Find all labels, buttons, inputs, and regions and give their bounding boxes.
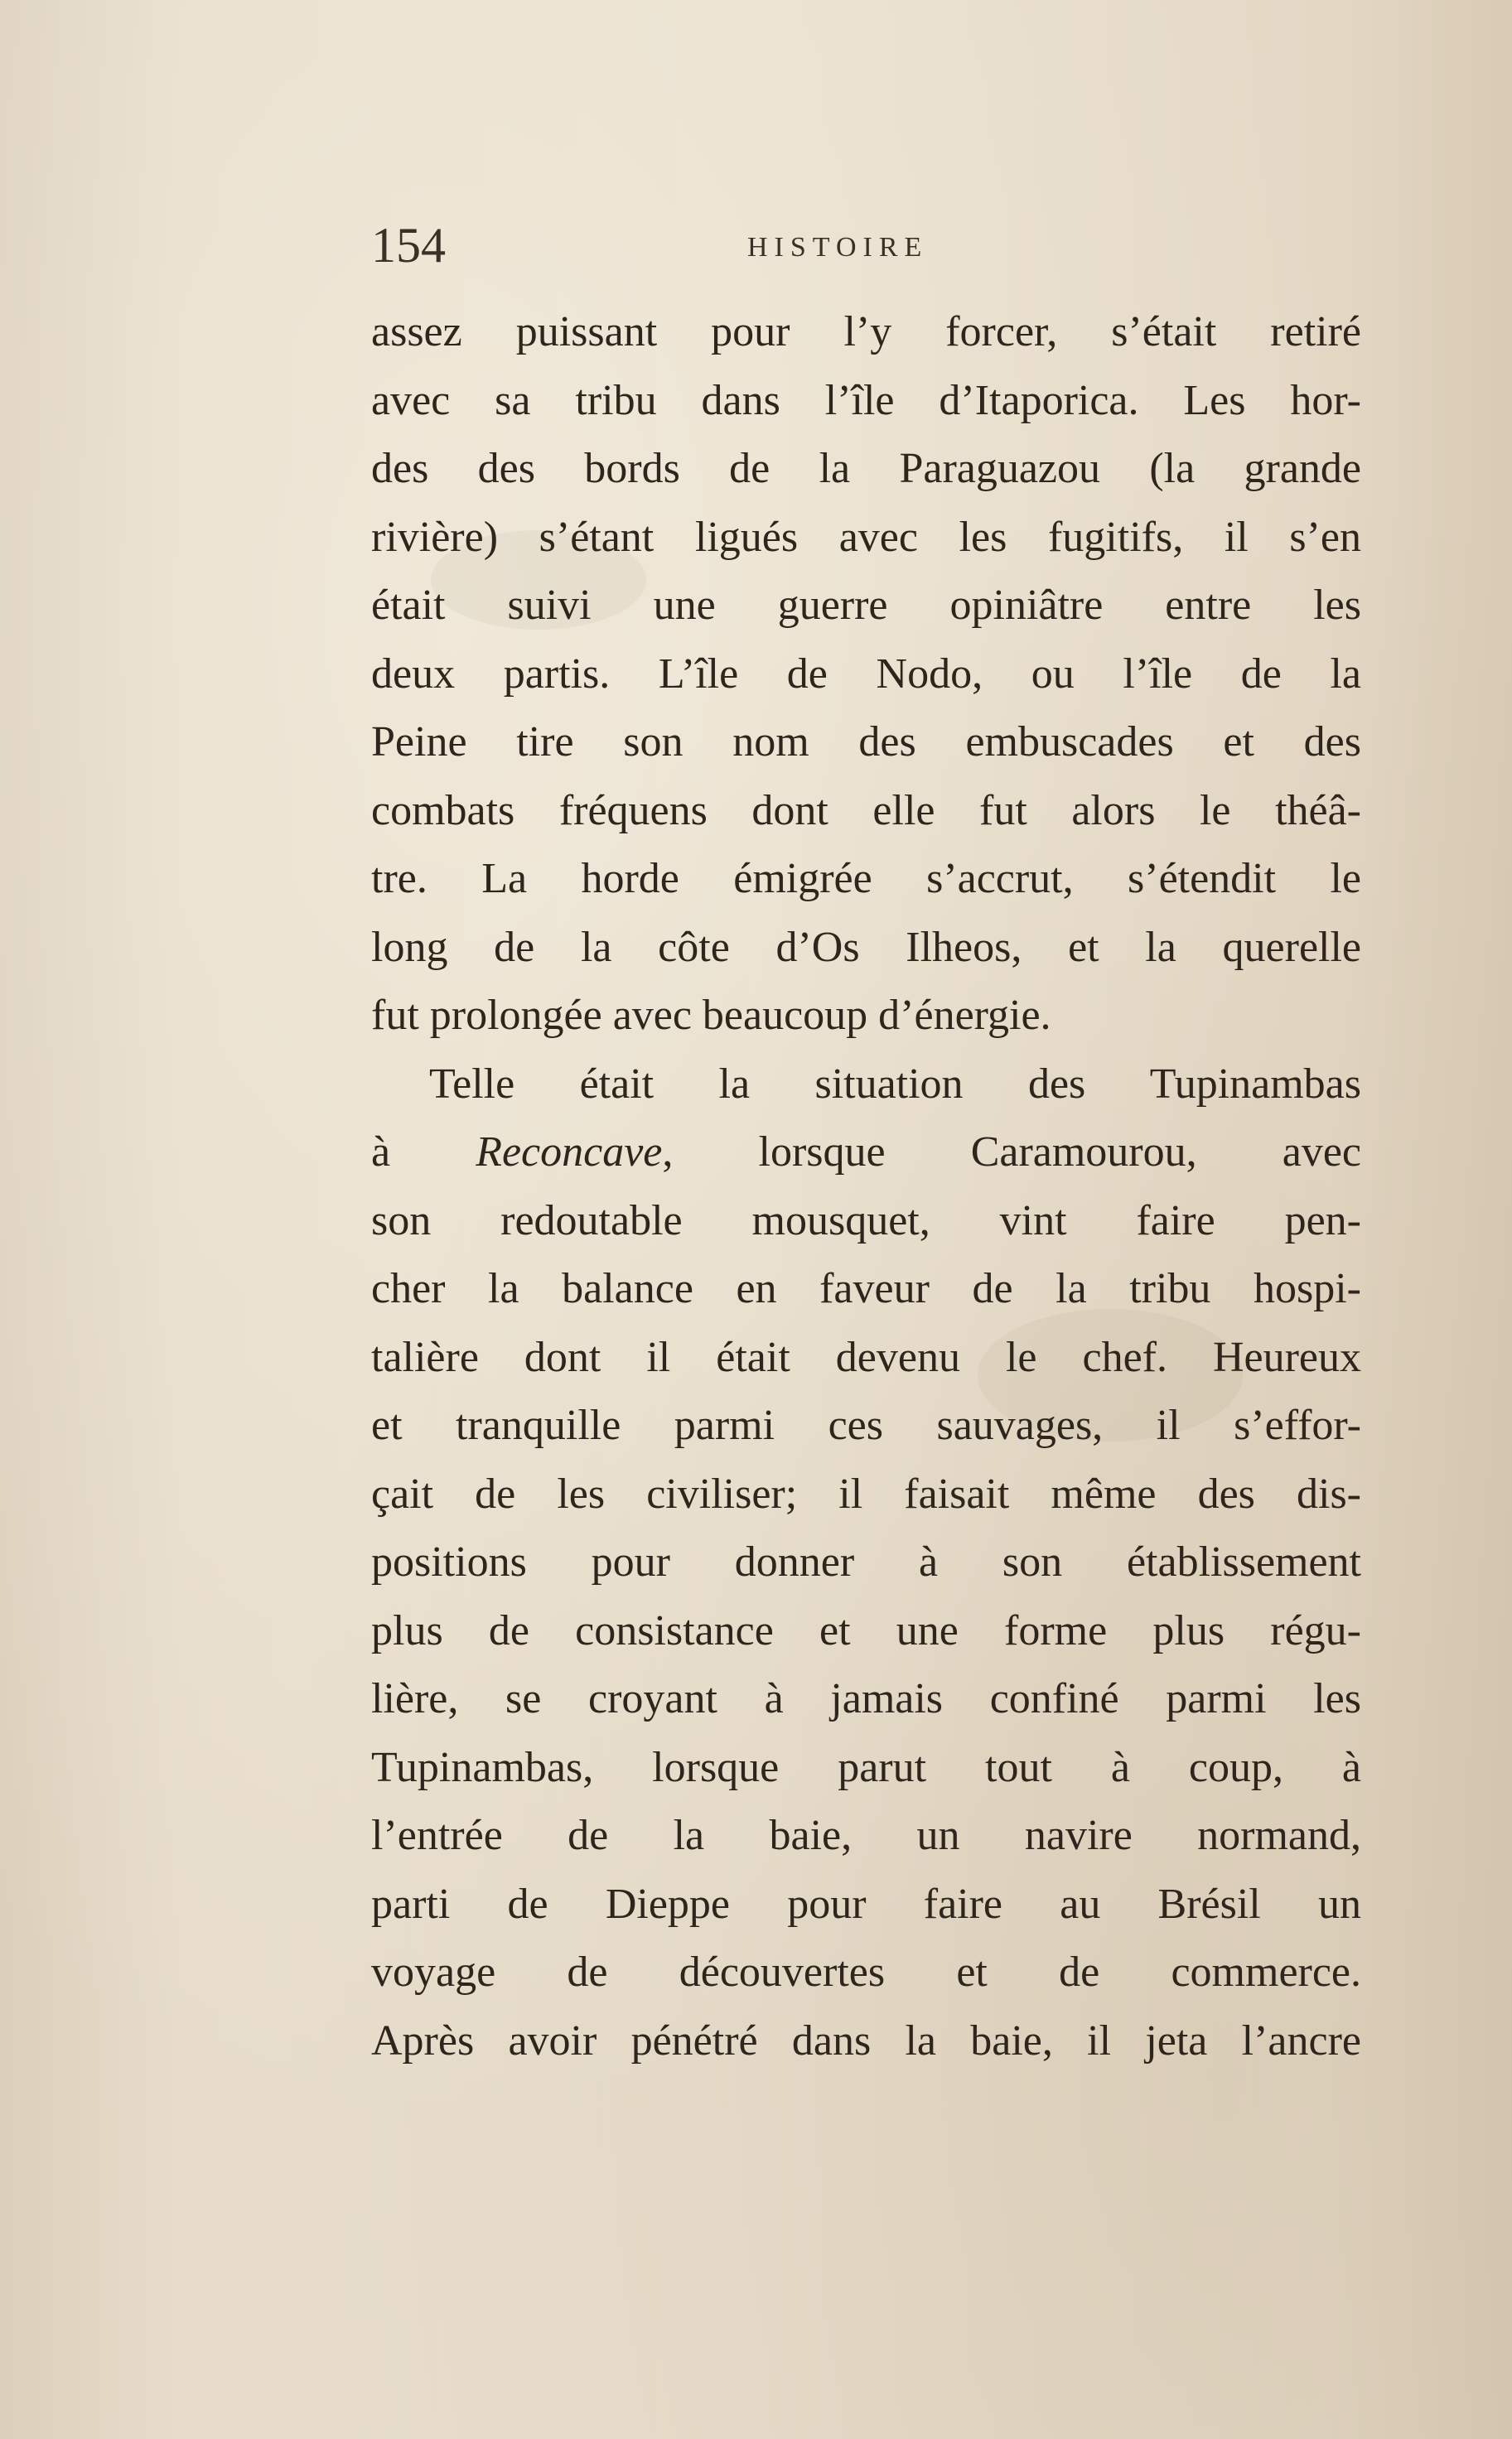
text-line: assez puissant pour l’y forcer, s’était retiré (371, 308, 1361, 355)
text-line: tre. La horde émigrée s’accrut, s’étendit le (371, 855, 1361, 902)
text-line: l’entrée de la baie, un navire normand, (371, 1812, 1361, 1859)
text-line: son redoutable mousquet, vint faire pen- (371, 1196, 1361, 1244)
italic-place-name: Reconcave (476, 1128, 663, 1176)
text-line: des des bords de la Paraguazou (la grande (371, 445, 1361, 492)
text-line: deux partis. L’île de Nodo, ou l’île de la (371, 650, 1361, 698)
page-header (371, 217, 1361, 275)
text-line: Peine tire son nom des embuscades et des (371, 718, 1361, 766)
text-line: long de la côte d’Os Ilheos, et la querelle (371, 923, 1361, 971)
text-fragment: à (371, 1128, 476, 1176)
text-line: avec sa tribu dans l’île d’Itaporica. Les hor- (371, 376, 1361, 424)
body-text (371, 298, 1361, 2075)
text-line: çait de les civiliser; il faisait même des dis- (371, 1470, 1361, 1518)
text-line: combats fréquens dont elle fut alors le théâ- (371, 786, 1361, 834)
text-fragment: , lorsque Caramourou, avec (662, 1128, 1361, 1176)
running-head: HISTOIRE (747, 232, 929, 263)
text-line: voyage de découvertes et de commerce. (371, 1949, 1361, 1996)
text-line: cher la balance en faveur de la tribu hospi- (371, 1265, 1361, 1312)
text-line: lière, se croyant à jamais confiné parmi les (371, 1675, 1361, 1722)
text-line: Après avoir pénétré dans la baie, il jeta l’ancre (371, 2016, 1361, 2065)
text-line: positions pour donner à son établissement (371, 1538, 1361, 1586)
page-number: 154 (371, 218, 446, 273)
text-line: était suivi une guerre opiniâtre entre les (371, 582, 1361, 629)
text-line: et tranquille parmi ces sauvages, il s’effor- (371, 1402, 1361, 1449)
text-line: rivière) s’étant ligués avec les fugitifs, il s’en (371, 513, 1361, 561)
text-line: talière dont il était devenu le chef. Heureux (371, 1333, 1361, 1381)
text-line: parti de Dieppe pour faire au Brésil un (371, 1880, 1361, 1928)
text-line: Tupinambas, lorsque parut tout à coup, à (371, 1743, 1361, 1791)
text-line-with-italic (371, 1118, 1361, 1187)
text-line: fut prolongée avec beaucoup d’énergie. (371, 992, 1051, 1039)
text-line: Telle était la situation des Tupinambas (429, 1060, 1361, 1108)
text-line: plus de consistance et une forme plus régu- (371, 1606, 1361, 1654)
